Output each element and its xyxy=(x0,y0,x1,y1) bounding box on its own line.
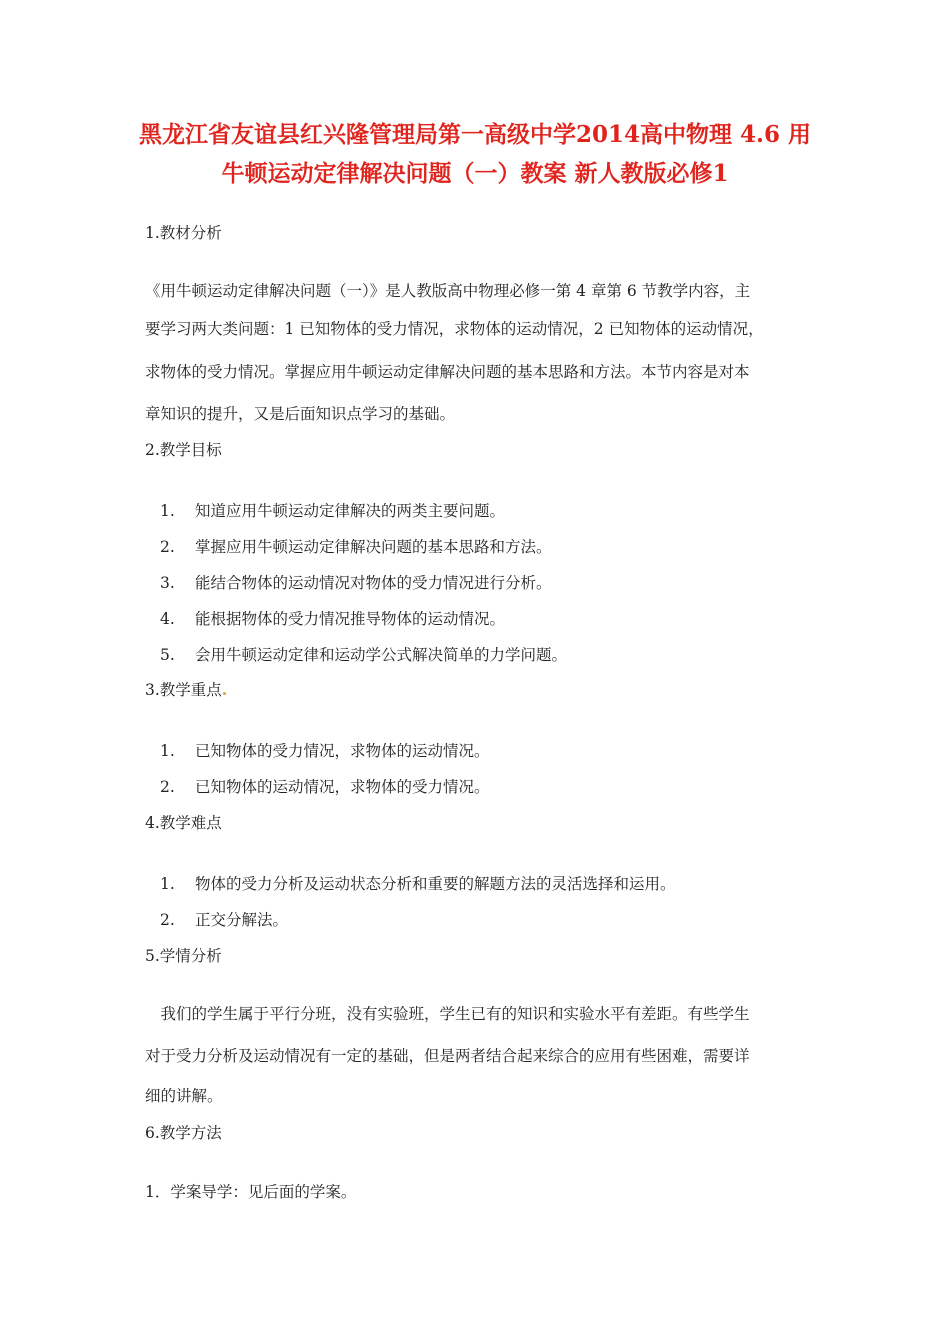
section-heading-difficulties: 4.教学难点 xyxy=(145,814,222,832)
list-number: 1. xyxy=(160,502,175,520)
list-item xyxy=(160,873,676,895)
list-text: 掌握应用牛顿运动定律解决问题的基本思路和方法。 xyxy=(195,538,552,556)
paragraph-line: 《用牛顿运动定律解决问题（一）》是人教版高中物理必修一第 4 章第 6 节教学内容，主 xyxy=(145,282,751,300)
document-title-line-1: 黑龙江省友谊县红兴隆管理局第一高级中学2014高中物理 4.6 用 xyxy=(138,121,812,148)
list-text: 会用牛顿运动定律和运动学公式解决简单的力学问题。 xyxy=(195,646,568,664)
list-text: 能结合物体的运动情况对物体的受力情况进行分析。 xyxy=(195,574,552,592)
list-number: 1. xyxy=(160,742,175,760)
list-item xyxy=(160,536,552,558)
paragraph-line: 要学习两大类问题：1 已知物体的受力情况，求物体的运动情况，2 已知物体的运动情况， xyxy=(145,320,764,338)
list-number: 2. xyxy=(160,778,175,796)
list-item xyxy=(160,500,505,522)
paragraph-line: 章知识的提升，又是后面知识点学习的基础。 xyxy=(145,405,456,423)
list-number: 1. xyxy=(160,875,175,893)
list-item xyxy=(160,644,567,666)
list-number: 2. xyxy=(160,538,175,556)
dot-mark-icon xyxy=(223,692,226,695)
list-text: 正交分解法。 xyxy=(195,911,289,929)
list-number: 4. xyxy=(160,610,175,628)
list-item xyxy=(160,608,505,630)
section-heading-student-analysis: 5.学情分析 xyxy=(145,947,222,965)
list-number: 2. xyxy=(160,911,175,929)
section-heading-teaching-goals: 2.教学目标 xyxy=(145,441,222,459)
list-item xyxy=(160,572,552,594)
list-item xyxy=(160,776,490,798)
list-text: 知道应用牛顿运动定律解决的两类主要问题。 xyxy=(195,502,506,520)
document-title-line-2: 牛顿运动定律解决问题（一）教案 新人教版必修1 xyxy=(221,160,729,187)
list-text: 已知物体的受力情况，求物体的运动情况。 xyxy=(195,742,490,760)
section-heading-key-points xyxy=(145,679,226,701)
list-text: 已知物体的运动情况，求物体的受力情况。 xyxy=(195,778,490,796)
paragraph-line: 细的讲解。 xyxy=(145,1087,223,1105)
list-text: 物体的受力分析及运动状态分析和重要的解题方法的灵活选择和运用。 xyxy=(195,875,676,893)
paragraph-line: 对于受力分析及运动情况有一定的基础，但是两者结合起来综合的应用有些困难，需要详 xyxy=(145,1047,750,1065)
section-heading-teaching-methods: 6.教学方法 xyxy=(145,1124,222,1142)
list-item xyxy=(160,740,490,762)
list-number: 3. xyxy=(160,574,175,592)
section-heading-textbook-analysis: 1.教材分析 xyxy=(145,224,222,242)
list-item xyxy=(160,909,288,931)
paragraph-line: 我们的学生属于平行分班，没有实验班，学生已有的知识和实验水平有差距。有些学生 xyxy=(145,1005,750,1023)
section-heading-text: 3.教学重点 xyxy=(145,681,222,699)
list-text: 能根据物体的受力情况推导物体的运动情况。 xyxy=(195,610,506,628)
paragraph-line: 1．学案导学：见后面的学案。 xyxy=(145,1183,357,1201)
list-number: 5. xyxy=(160,646,175,664)
paragraph-line: 求物体的受力情况。掌握应用牛顿运动定律解决问题的基本思路和方法。本节内容是对本 xyxy=(145,363,750,381)
